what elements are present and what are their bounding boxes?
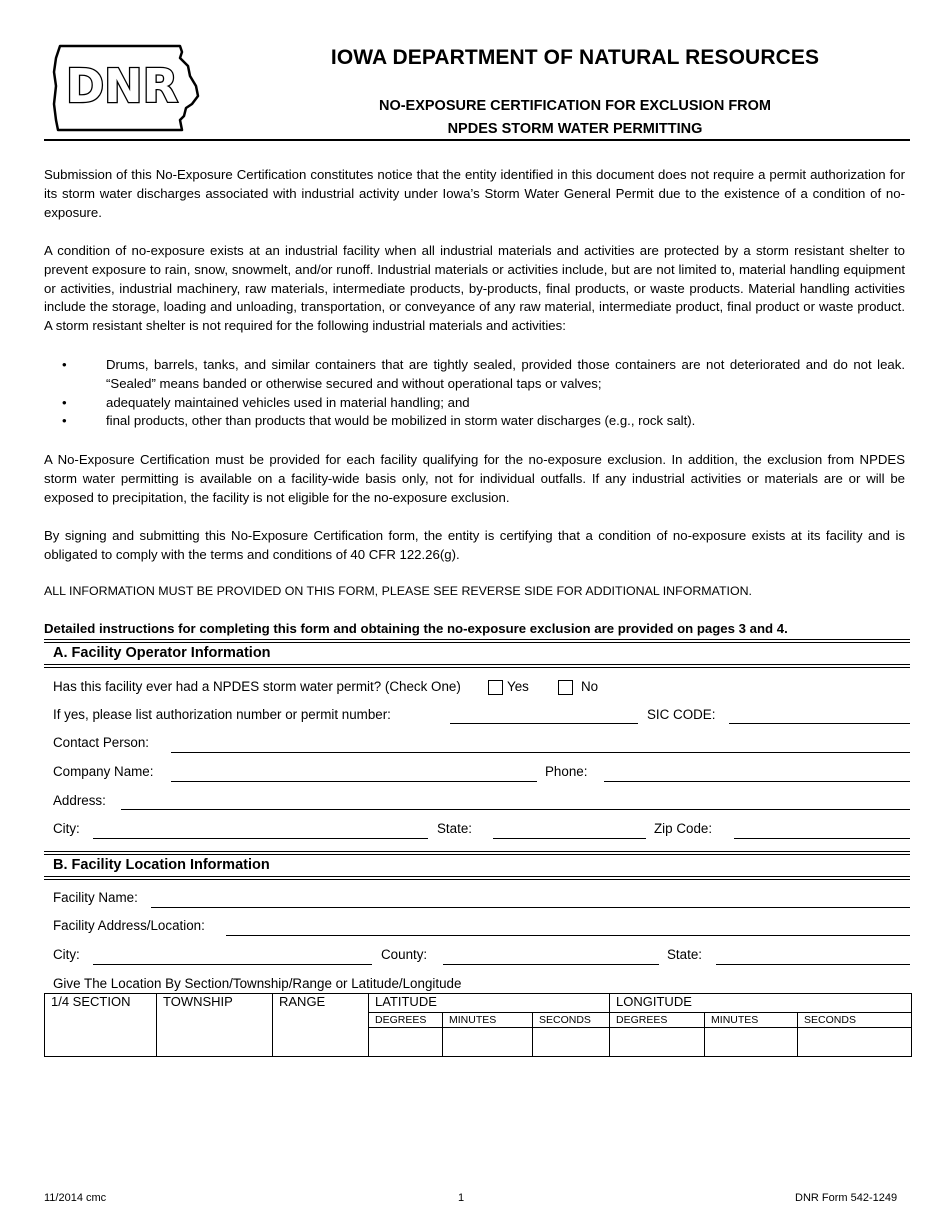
phone-label: Phone: (545, 764, 588, 779)
bullet-icon: • (62, 357, 67, 372)
auth-number-label: If yes, please list authorization number or permit number: (53, 707, 391, 722)
list-item: • Drums, barrels, tanks, and similar containers that are tightly sealed, provided those containers are not deteriorated and do not leak. “Sealed” means banded or otherwise secured and without operational taps or valves; (62, 357, 905, 391)
quarter-section-header: 1/4 SECTION (51, 994, 131, 1009)
sic-code-field[interactable] (729, 723, 910, 724)
longitude-degrees-cell[interactable] (610, 1028, 705, 1057)
facility-name-label: Facility Name: (53, 890, 138, 905)
section-b-title: B. Facility Location Information (53, 857, 270, 873)
permit-question: Has this facility ever had a NPDES storm water permit? (Check One) (53, 679, 461, 694)
page-title: IOWA DEPARTMENT OF NATURAL RESOURCES (330, 46, 820, 69)
yes-checkbox[interactable] (488, 680, 503, 695)
footer-date-code: 11/2014 cmc (44, 1192, 107, 1204)
zip-code-label: Zip Code: (654, 821, 713, 836)
sic-code-label: SIC CODE: (647, 707, 716, 722)
latitude-degrees-cell[interactable] (369, 1028, 443, 1057)
county-field[interactable] (443, 964, 659, 965)
certification-paragraph: By signing and submitting this No-Exposure Certification form, the entity is certifying that a condition of no-exposure exists at its facility and is obligated to comply with the terms and conditions of 40 CFR 122.26(g). (44, 528, 905, 562)
bullet-icon: • (62, 394, 67, 410)
all-info-note: ALL INFORMATION MUST BE PROVIDED ON THIS FORM, PLEASE SEE REVERSE SIDE FOR ADDITIONAL INFORMATION. (44, 584, 752, 598)
longitude-minutes-header: MINUTES (705, 1013, 798, 1028)
list-item: • final products, other than products that would be mobilized in storm water discharges (e.g., rock salt). (44, 412, 905, 431)
yes-label: Yes (507, 679, 529, 694)
section-a-title: A. Facility Operator Information (53, 645, 271, 661)
dnr-logo (52, 42, 202, 134)
facility-name-field[interactable] (151, 907, 910, 908)
no-checkbox[interactable] (558, 680, 573, 695)
longitude-seconds-header: SECONDS (798, 1013, 912, 1028)
logo-text: DNR (65, 59, 179, 113)
iowa-outline-icon (52, 42, 202, 134)
facility-city-label: City: (53, 947, 80, 962)
latitude-minutes-header: MINUTES (443, 1013, 533, 1028)
latitude-minutes-cell[interactable] (443, 1028, 533, 1057)
longitude-seconds-cell[interactable] (798, 1028, 912, 1057)
state-field[interactable] (493, 838, 646, 839)
zip-code-field[interactable] (734, 838, 910, 839)
address-field[interactable] (121, 809, 910, 810)
list-item: • adequately maintained vehicles used in material handling; and (44, 394, 905, 413)
subtitle-line-1: NO-EXPOSURE CERTIFICATION FOR EXCLUSION FROM (378, 98, 772, 114)
bullet-icon: • (62, 413, 67, 429)
form-subtitle (330, 95, 820, 141)
phone-field[interactable] (604, 781, 910, 782)
facility-state-label: State: (667, 947, 702, 962)
facility-state-field[interactable] (716, 964, 910, 965)
address-label: Address: (53, 793, 106, 808)
facility-address-label: Facility Address/Location: (53, 918, 205, 933)
section-a-top-rule (44, 639, 910, 643)
location-table (44, 993, 912, 1057)
contact-person-field[interactable] (171, 752, 910, 753)
intro-paragraph: Submission of this No-Exposure Certification constitutes notice that the entity identified in this document does not require a permit authorization for its storm water discharges associated with industrial activity under Iowa’s Storm Water General Permit due to the existence of a condition of no-exposure. (44, 167, 905, 220)
header-divider (44, 139, 910, 141)
state-label: State: (437, 821, 472, 836)
facility-city-field[interactable] (93, 964, 372, 965)
latitude-seconds-cell[interactable] (533, 1028, 610, 1057)
location-instruction: Give The Location By Section/Township/Range or Latitude/Longitude (53, 976, 462, 991)
exemption-list (44, 356, 905, 431)
company-name-label: Company Name: (53, 764, 154, 779)
section-b-bottom-rule (44, 876, 910, 880)
latitude-degrees-header: DEGREES (369, 1013, 443, 1028)
contact-person-label: Contact Person: (53, 735, 150, 750)
facility-requirement-paragraph: A No-Exposure Certification must be provided for each facility qualifying for the no-exposure exclusion. In addition, the exclusion from NPDES storm water permitting is available on a facility-wide basis only, not for individual outfalls. If any industrial activities or materials are or will be exposed to precipitation, the facility is not eligible for the no-exposure exclusion. (44, 452, 905, 505)
instructions-note: Detailed instructions for completing this form and obtaining the no-exposure exclusion are provided on pages 3 and 4. (44, 621, 788, 636)
latitude-seconds-header: SECONDS (533, 1013, 610, 1028)
auth-number-field[interactable] (450, 723, 638, 724)
no-exposure-definition: A condition of no-exposure exists at an industrial facility when all industrial materials and activities are protected by a storm resistant shelter to prevent exposure to rain, snow, snowmelt, and/or runoff. Industrial materials or activities include, but are not limited to, material handling equipment or activities, industrial machinery, raw materials, intermediate products, by-products, final products, or waste products. Material handling activities include the storage, loading and unloading, transportation, or conveyance of any raw material, intermediate product, final product or waste product. A storm resistant shelter is not required for the following industrial materials and activities: (44, 243, 905, 334)
latitude-header: LATITUDE (369, 994, 610, 1013)
longitude-minutes-cell[interactable] (705, 1028, 798, 1057)
longitude-degrees-header: DEGREES (610, 1013, 705, 1028)
subtitle-line-2: NPDES STORM WATER PERMITTING (447, 121, 703, 137)
township-header: TOWNSHIP (163, 994, 233, 1009)
facility-address-field[interactable] (226, 935, 910, 936)
no-label: No (581, 679, 599, 694)
quarter-section-cell[interactable] (45, 994, 157, 1057)
range-cell[interactable] (273, 994, 369, 1057)
longitude-header: LONGITUDE (610, 994, 912, 1013)
city-label: City: (53, 821, 80, 836)
section-a-bottom-rule (44, 664, 910, 668)
form-number: DNR Form 542-1249 (795, 1192, 898, 1204)
city-field[interactable] (93, 838, 428, 839)
township-cell[interactable] (157, 994, 273, 1057)
company-name-field[interactable] (171, 781, 537, 782)
range-header: RANGE (279, 994, 326, 1009)
section-b-top-rule (44, 851, 910, 855)
page-number: 1 (458, 1192, 465, 1204)
county-label: County: (381, 947, 428, 962)
